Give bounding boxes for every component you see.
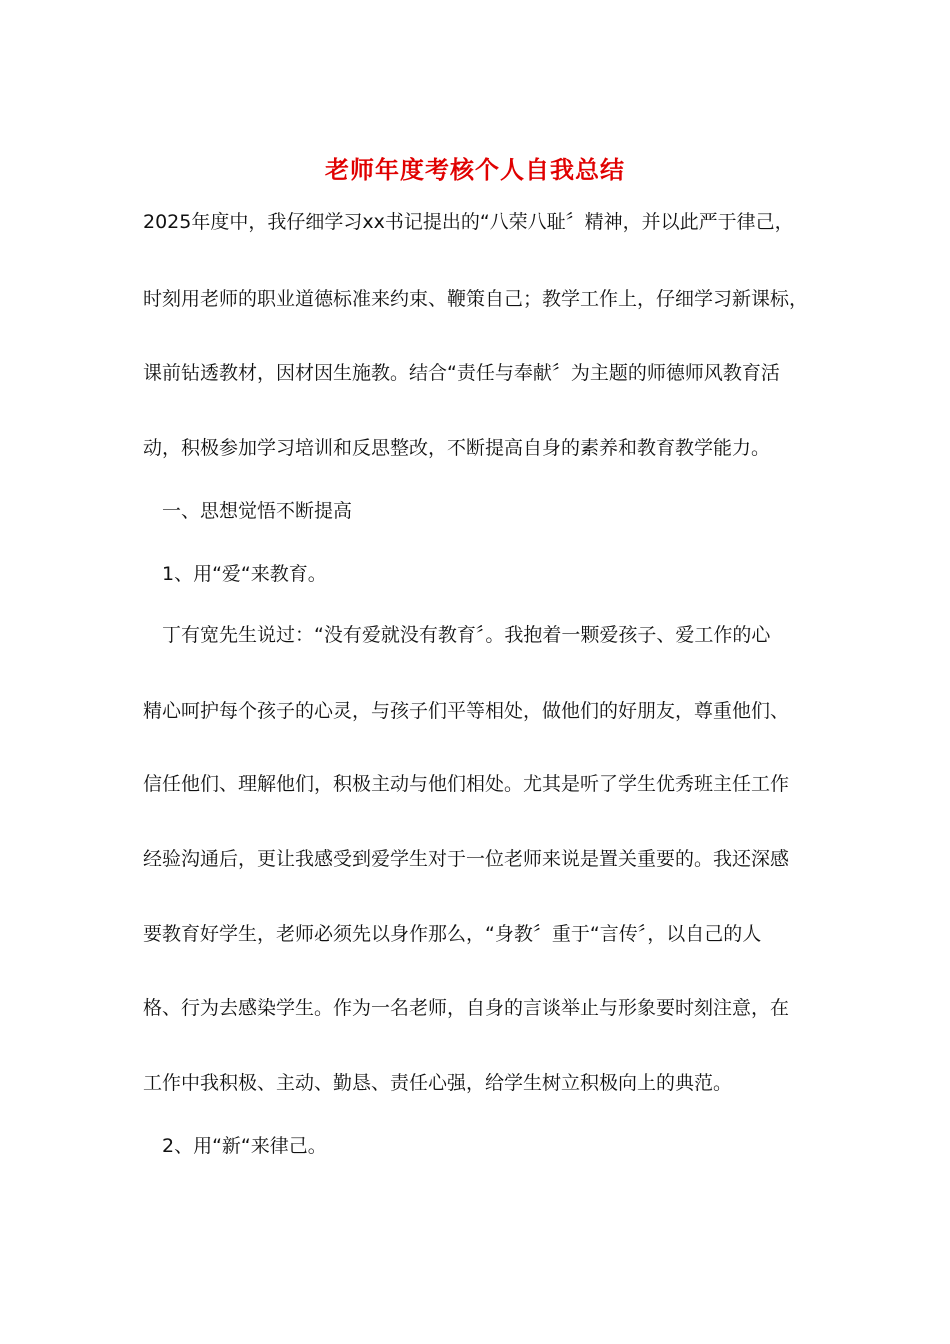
document-title: 老师年度考核个人自我总结 <box>325 156 625 184</box>
paragraph-line: 课前钻透教材，因材因生施教。结合“责任与奉献〞为主题的师德师风教育活 <box>143 362 780 384</box>
paragraph-line: 工作中我积极、主动、勤恳、责任心强，给学生树立积极向上的典范。 <box>143 1072 733 1094</box>
paragraph-line: 时刻用老师的职业道德标准来约束、鞭策自己；教学工作上，仔细学习新课标， <box>143 288 809 310</box>
paragraph-line: 格、行为去感染学生。作为一名老师，自身的言谈举止与形象要时刻注意，在 <box>143 997 790 1019</box>
paragraph-line: 精心呵护每个孩子的心灵，与孩子们平等相处，做他们的好朋友，尊重他们、 <box>143 700 790 722</box>
subsection-heading: 2、用“新“来律己。 <box>162 1135 327 1157</box>
paragraph-line: 经验沟通后，更让我感受到爱学生对于一位老师来说是置关重要的。我还深感 <box>143 848 790 870</box>
paragraph-line: 信任他们、理解他们，积极主动与他们相处。尤其是听了学生优秀班主任工作 <box>143 773 790 795</box>
paragraph-line: 要教育好学生，老师必须先以身作那么，“身教〞重于“言传〞，以自己的人 <box>143 923 762 945</box>
paragraph-line: 丁有宽先生说过：“没有爱就没有教育〞。我抱着一颗爱孩子、爱工作的心 <box>162 624 771 646</box>
paragraph-line: 动，积极参加学习培训和反思整改，不断提高自身的素养和教育教学能力。 <box>143 437 771 459</box>
section-heading: 一、思想觉悟不断提高 <box>162 500 353 522</box>
paragraph-line: 2025年度中，我仔细学习xx书记提出的“八荣八耻〞精神，并以此严于律己， <box>143 211 794 233</box>
subsection-heading: 1、用“爱“来教育。 <box>162 563 327 585</box>
